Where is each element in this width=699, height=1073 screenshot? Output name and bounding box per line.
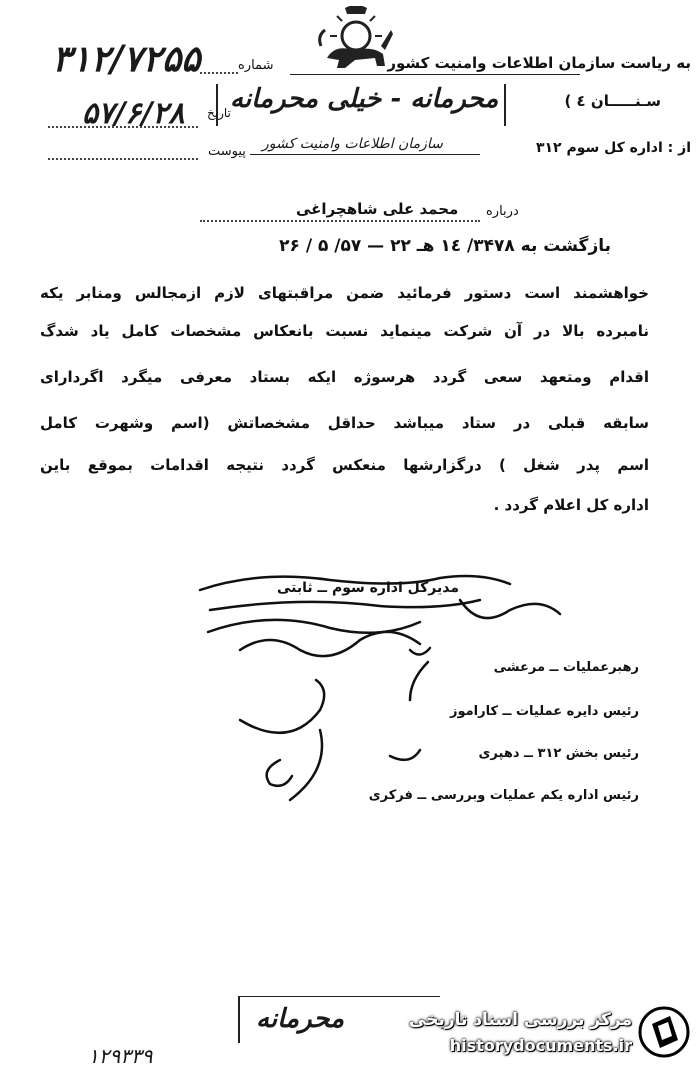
body-line-1: خواهشمند است دستور فرمائید ضمن مراقبتهای لازم ازمجالس ومنابر یکه	[40, 284, 649, 302]
about-dotted-line	[200, 220, 480, 222]
addressee-line: به ریاست سازمان اطلاعات وامنیت کشور	[387, 54, 691, 72]
signature-section-head: رئیس بخش ۳۱۲ ــ دهپری	[478, 746, 639, 761]
number-label: شماره	[238, 58, 274, 73]
handwritten-signatures	[180, 570, 600, 820]
watermark	[409, 1004, 694, 1062]
archive-number: ۱۲۹۳۳۹	[88, 1044, 153, 1068]
signature-review-head: رئیس اداره یکم عملیات وبررسی ــ فرکری	[368, 788, 639, 803]
signature-operations-leader: رهبرعملیات ــ مرعشی	[493, 660, 639, 675]
footer-stamp: محرمانه	[256, 1004, 345, 1034]
signature-operations-head: رئیس دایره عملیات ــ کاراموز	[449, 704, 639, 719]
date-value: ۵۷/۶/۲۸	[82, 96, 185, 131]
date-dotted-line	[48, 126, 198, 128]
addressee-underline	[290, 74, 580, 75]
attachment-label: پیوست	[208, 144, 246, 159]
subject-label: سـنـــــان ٤ )	[564, 92, 661, 110]
subject-stamp: محرمانه - خیلی محرمانه	[230, 84, 499, 114]
lion-and-sun-emblem-icon	[315, 6, 397, 76]
reference-line: بازگشت به ۳۴۷۸/ ۱٤ هـ ۲۲ — ۵۷/ ۵ / ۲۶	[279, 236, 611, 256]
watermark-url: historydocuments.ir	[449, 1036, 632, 1055]
about-label: درباره	[486, 204, 519, 219]
number-value: ۳۱۲/۷۲۵۵	[52, 38, 201, 80]
org-stamp: سازمان اطلاعات وامنیت کشور	[262, 136, 443, 152]
number-dotted-line	[200, 72, 238, 74]
body-line-2: نامبرده بالا در آن شرکت مینماید نسبت بانعکاس مشخصات کامل یاد شدگ	[40, 322, 649, 340]
body-line-6: اداره کل اعلام گردد .	[493, 496, 649, 514]
org-underline	[250, 154, 480, 155]
about-name: محمد علی شاهچراغی	[296, 200, 459, 218]
signature-director-general: مدیرکل اداره سوم ــ ثابتی	[277, 580, 459, 596]
date-label: تاریخ	[207, 106, 231, 120]
body-line-3: اقدام ومتعهد سعی گردد هرسوژه ایکه بستاد معرفی میگرد اگردارای	[40, 368, 649, 386]
watermark-title: مرکز بررسی اسناد تاریخی	[409, 1010, 632, 1030]
attachment-dotted-line	[48, 158, 198, 160]
body-line-4: سابقه قبلی در ستاد میباشد حداقل مشخصاتش (اسم وشهرت کامل	[40, 414, 649, 432]
from-label: از : اداره کل سوم ۳۱۲	[535, 140, 691, 156]
watermark-logo-icon	[638, 1006, 690, 1058]
body-line-5: اسم پدر شغل ) درگزارشها منعکس گردد نتیجه اقدامات بموقع باین	[40, 456, 649, 474]
